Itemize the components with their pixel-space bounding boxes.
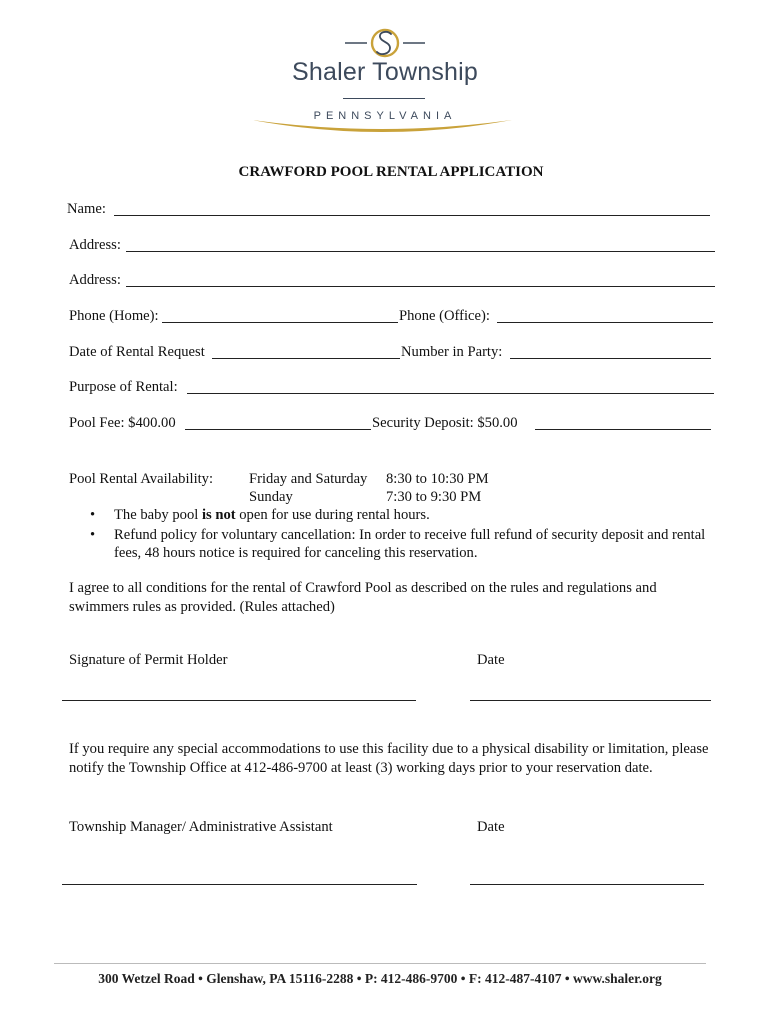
availability-day: Friday and Saturday [249,471,368,487]
phone-home-field[interactable] [162,322,398,323]
address2-label: Address: [69,272,121,288]
purpose-label: Purpose of Rental: [69,379,178,395]
manager-signature-field[interactable] [62,884,417,885]
address1-label: Address: [69,237,121,253]
signature-date-label: Date [477,652,505,668]
availability-day: Sunday [249,489,293,505]
agreement-text: I agree to all conditions for the rental of Crawford Pool as described on the rules and regulations and swimmers rules as provided. (Rules attached) [69,580,657,615]
township-name: Shaler Township [292,58,478,86]
phone-office-field[interactable] [497,322,713,323]
manager-date-field[interactable] [470,884,704,885]
signature-label: Signature of Permit Holder [69,652,228,668]
party-size-label: Number in Party: [401,344,503,360]
pool-fee-label: Pool Fee: $400.00 [69,415,176,431]
availability-time: 7:30 to 9:30 PM [386,489,482,505]
accommodations-text: If you require any special accommodations to use this facility due to a physical disability or limitation, please notify the Township Office at 412-486-9700 at least (3) working days prior to your reservation date. [69,741,709,776]
state-label: PENNSYLVANIA [313,110,457,122]
address1-field[interactable] [126,251,715,252]
rental-date-label: Date of Rental Request [69,344,205,360]
footer-address: 300 Wetzel Road • Glenshaw, PA 15116-2288 • P: 412-486-9700 • F: 412-487-4107 • www.shaler.org [98,971,662,986]
address2-field[interactable] [126,286,715,287]
footer-divider [54,963,706,964]
party-size-field[interactable] [510,358,711,359]
logo-divider [343,98,425,99]
phone-office-label: Phone (Office): [399,308,490,324]
purpose-field[interactable] [187,393,714,394]
manager-date-label: Date [477,819,505,835]
phone-home-label: Phone (Home): [69,308,159,324]
signature-field[interactable] [62,700,416,701]
manager-label: Township Manager/ Administrative Assistant [69,819,333,835]
availability-time: 8:30 to 10:30 PM [386,471,489,487]
deposit-label: Security Deposit: $50.00 [372,415,518,431]
bullet-icon: • [90,526,96,543]
list-item: • The baby pool is not open for use during rental hours. [90,507,430,523]
availability-label: Pool Rental Availability: [69,471,214,487]
list-item: • Refund policy for voluntary cancellation: In order to receive full refund of security deposit and rental fees, 48 hours notice is required for canceling this reservation. [90,526,706,561]
pool-fee-line[interactable] [185,429,371,430]
signature-date-field[interactable] [470,700,711,701]
deposit-line[interactable] [535,429,711,430]
rules-list [88,506,728,563]
rental-date-field[interactable] [212,358,400,359]
gold-swoosh-icon [250,114,514,144]
bullet-icon: • [90,507,96,523]
name-field[interactable] [114,215,710,216]
name-label: Name: [67,201,106,217]
form-title: CRAWFORD POOL RENTAL APPLICATION [238,164,544,180]
